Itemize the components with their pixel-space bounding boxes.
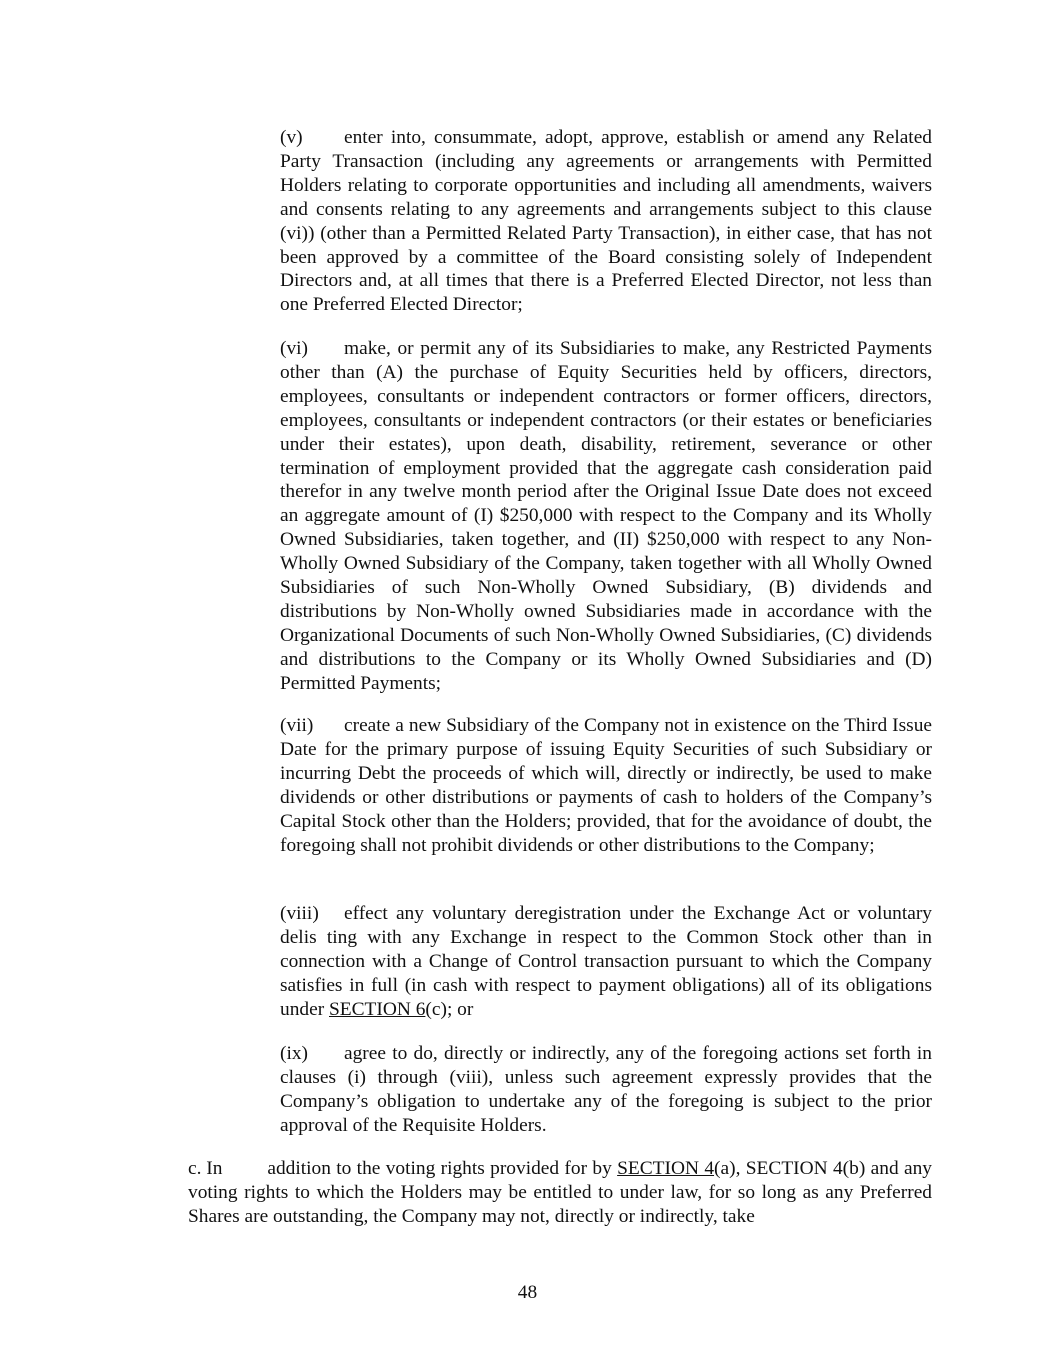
paragraph-c-text: addition to the voting rights provided for by [262,1158,618,1179]
section-6-reference: SECTION 6 [329,998,426,1020]
clause-text: enter into, consummate, adopt, approve, establish or amend any Related Party Transaction (including any agreements or arrangements with Permitted Holders relating to corporate opportunities and including all amendments, waivers and consents relating to any agreements and arrangements subject to this clause (vi)) (other than a Permitted Related Party Transaction), in either case, that has not been approved by a committee of the Board consisting solely of Independent Directors and, at all times that there is a Preferred Elected Director, not less than one Preferred Elected Director; [280,127,932,316]
clause-number: (v) [280,127,303,148]
clause-vii [280,714,932,857]
clause-number: (viii) [280,903,319,924]
clause-v [280,126,932,317]
paragraph-c-text-tail: (a), SECTION 4(b) and any voting rights to which the Holders may be entitled to under law, for so long as any Preferred Shares are outstanding, the Company may not, directly or indirectly, take [188,1158,932,1227]
clause-vi [280,337,932,696]
clause-number: (vi) [280,338,308,359]
section-4-reference: SECTION 4 [617,1158,715,1179]
paragraph-c [188,1157,932,1229]
clause-text: make, or permit any of its Subsidiaries to make, any Restricted Payments other than (A) the purchase of Equity Securities held by officers, directors, employees, consultants or independent contractors or former officers, directors, employees, consultants or independent contractors (or their estates or beneficiaries under their estates), upon death, disability, retirement, severance or other termination of employment provided that the aggregate cash consideration paid therefor in any twelve month period after the Original Issue Date does not exceed an aggregate amount of (I) $250,000 with respect to the Company and its Wholly Owned Subsidiaries, taken together, and (II) $250,000 with respect to any Non-Wholly Owned Subsidiary of the Company, taken together with all Wholly Owned Subsidiaries of such Non-Wholly Owned Subsidiary, (B) dividends and distributions by Non-Wholly owned Subsidiaries made in accordance with the Organizational Documents of such Non-Wholly Owned Subsidiaries, (C) dividends and distributions to the Company or its Wholly Owned Subsidiaries and (D) Permitted Payments; [280,338,932,694]
clause-number: (ix) [280,1043,308,1064]
clause-text-tail: (c); or [425,998,474,1020]
clause-text: effect any voluntary deregistration under the Exchange Act or voluntary delis ting with any Exchange in respect to the Common Stock other than in connection with a Change of Control transaction pursuant to which the Company satisfies in full (in cash with respect to payment obligations) all of its obligations under [280,903,932,1020]
clause-text: agree to do, directly or indirectly, any of the foregoing actions set forth in clauses (i) through (viii), unless such agreement expressly provides that the Company’s obligation to undertake any of the foregoing is subject to the prior approval of the Requisite Holders. [280,1043,932,1136]
page-number: 48 [517,1282,538,1303]
clause-number: (vii) [280,715,314,736]
paragraph-c-lead: c. In [188,1158,223,1179]
clause-viii [280,902,932,1022]
clause-text: create a new Subsidiary of the Company not in existence on the Third Issue Date for the primary purpose of issuing Equity Securities of such Subsidiary or incurring Debt the proceeds of which will, directly or indirectly, be used to make dividends or other distributions or payments of cash to holders of the Company’s Capital Stock other than the Holders; provided, that for the avoidance of doubt, the foregoing shall not prohibit dividends or other distributions to the Company; [280,715,932,856]
clause-ix [280,1042,932,1138]
